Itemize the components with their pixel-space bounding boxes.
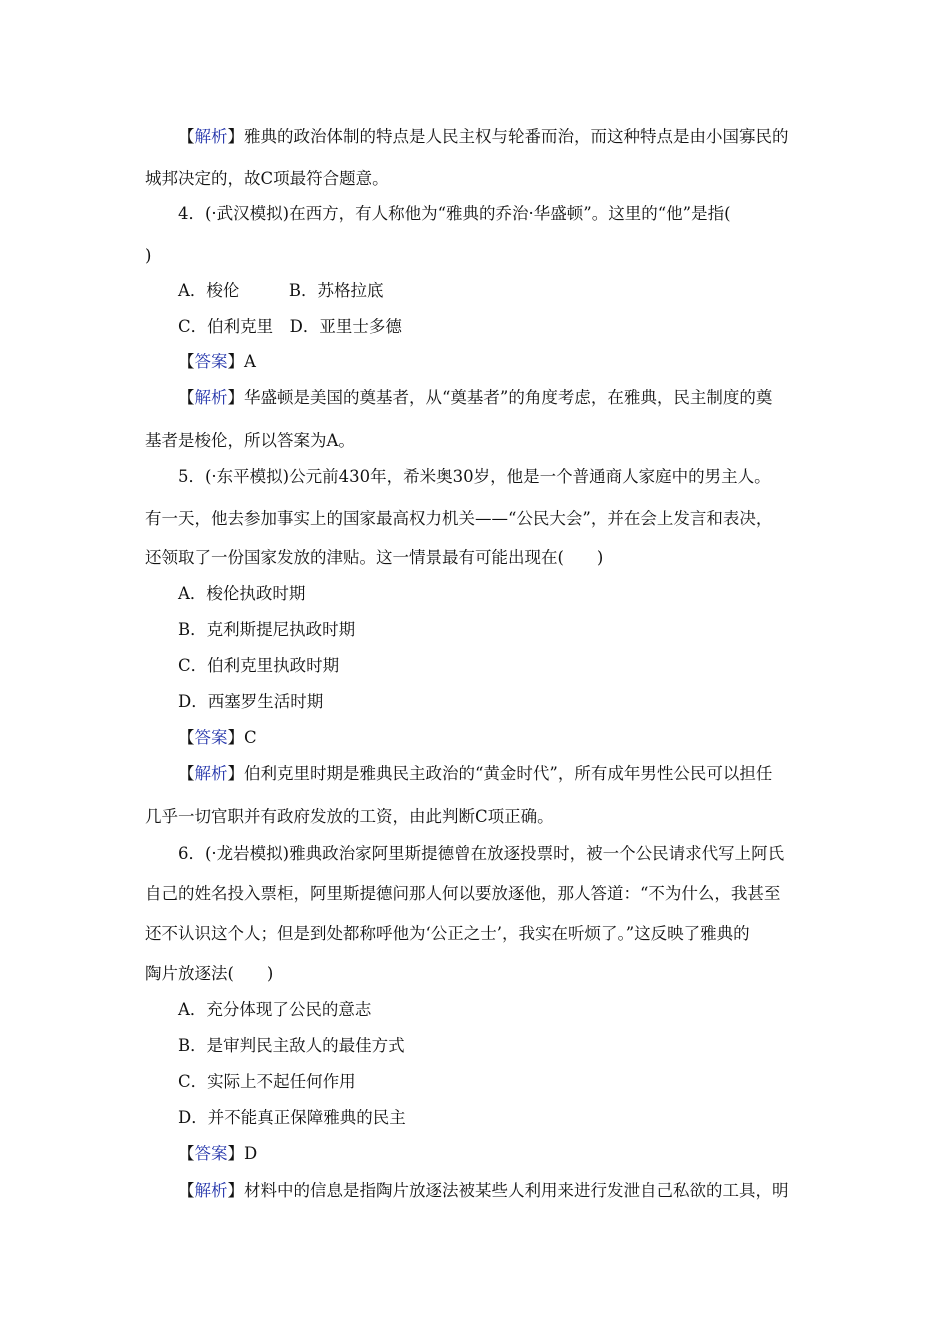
question-4-options: C．伯利克里 D．亚里士多德	[178, 317, 402, 336]
answer-line: 【答案】C	[178, 728, 257, 747]
question-5-option-b: B．克利斯提尼执政时期	[178, 620, 356, 639]
answer-value: D	[244, 1144, 258, 1163]
analysis-line: 【解析】伯利克里时期是雅典民主政治的“黄金时代”，所有成年男性公民可以担任	[178, 764, 773, 783]
analysis-line: 【解析】华盛顿是美国的奠基者，从“奠基者”的角度考虑，在雅典，民主制度的奠	[178, 388, 773, 407]
question-6-stem-cont: 还不认识这个人；但是到处都称呼他为‘公正之士’，我实在听烦了。”这反映了雅典的	[145, 924, 750, 943]
analysis-line: 【解析】材料中的信息是指陶片放逐法被某些人利用来进行发泄自己私欲的工具，明	[178, 1181, 789, 1200]
question-6-option-b: B．是审判民主敌人的最佳方式	[178, 1036, 405, 1055]
question-6-stem-cont: 陶片放逐法( )	[145, 964, 274, 983]
answer-label: 答案	[194, 352, 228, 371]
analysis-line: 几乎一切官职并有政府发放的工资，由此判断C项正确。	[145, 807, 554, 826]
answer-value: A	[244, 352, 256, 371]
question-4-options: A．梭伦 B．苏格拉底	[178, 281, 384, 300]
answer-line: 【答案】A	[178, 352, 256, 371]
question-5-stem-cont: 有一天，他去参加事实上的国家最高权力机关——“公民大会”，并在会上发言和表决，	[145, 509, 773, 528]
question-5-option-d: D．西塞罗生活时期	[178, 692, 324, 711]
analysis-line: 城邦决定的，故C项最符合题意。	[145, 169, 389, 188]
answer-label: 答案	[194, 728, 228, 747]
analysis-line: 【解析】雅典的政治体制的特点是人民主权与轮番而治，而这种特点是由小国寡民的	[178, 127, 789, 146]
analysis-label: 解析	[194, 127, 228, 146]
question-4-stem: 4．(·武汉模拟)在西方，有人称他为“雅典的乔治·华盛顿”。这里的“他”是指(	[178, 204, 731, 223]
question-6-option-a: A．充分体现了公民的意志	[178, 1000, 372, 1019]
question-6-option-c: C．实际上不起任何作用	[178, 1072, 356, 1091]
question-6-stem-cont: 自己的姓名投入票柜，阿里斯提德问那人何以要放逐他，那人答道：“不为什么，我甚至	[145, 884, 781, 903]
analysis-line: 基者是梭伦，所以答案为A。	[145, 431, 355, 450]
analysis-label: 解析	[194, 764, 228, 783]
question-5-option-c: C．伯利克里执政时期	[178, 656, 340, 675]
analysis-label: 解析	[194, 388, 228, 407]
analysis-label: 解析	[194, 1181, 228, 1200]
answer-label: 答案	[194, 1144, 228, 1163]
question-6-stem: 6．(·龙岩模拟)雅典政治家阿里斯提德曾在放逐投票时，被一个公民请求代写上阿氏	[178, 844, 785, 863]
question-5-stem-cont: 还领取了一份国家发放的津贴。这一情景最有可能出现在( )	[145, 548, 604, 567]
question-5-option-a: A．梭伦执政时期	[178, 584, 306, 603]
answer-value: C	[244, 728, 257, 747]
question-5-stem: 5．(·东平模拟)公元前430年，希米奥30岁，他是一个普通商人家庭中的男主人。	[178, 467, 771, 486]
question-4-stem-cont: )	[145, 246, 152, 265]
answer-line: 【答案】D	[178, 1144, 258, 1163]
question-6-option-d: D．并不能真正保障雅典的民主	[178, 1108, 406, 1127]
